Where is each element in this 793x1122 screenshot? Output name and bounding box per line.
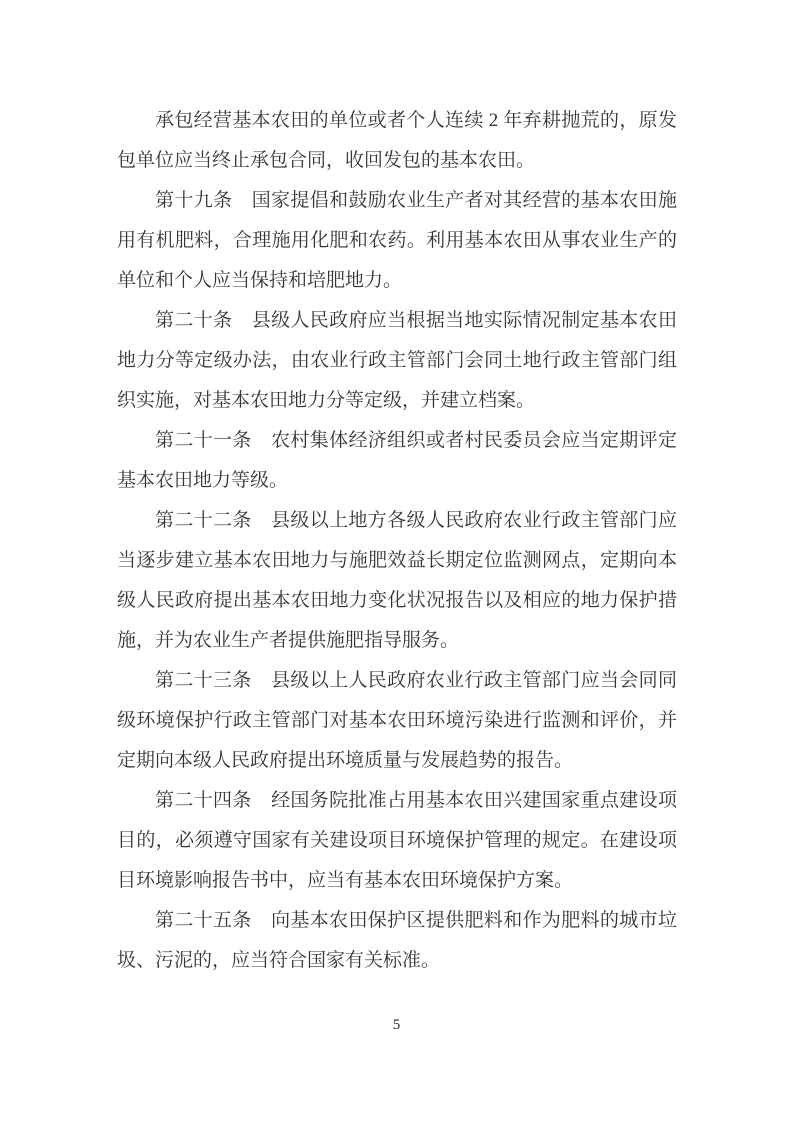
text-line: 圾、污泥的，应当符合国家有关标准。: [117, 950, 441, 971]
text-line: 级人民政府提出基本农田地力变化状况报告以及相应的地力保护措: [117, 590, 677, 611]
text-line: 级环境保护行政主管部门对基本农田环境污染进行监测和评价，并: [117, 710, 677, 731]
paragraph: [117, 101, 677, 181]
text-line: 第二十三条 县级以上人民政府农业行政主管部门应当会同同: [155, 670, 677, 691]
paragraph: [117, 901, 677, 981]
text-line: 第二十五条 向基本农田保护区提供肥料和作为肥料的城市垃: [155, 910, 677, 931]
paragraph: [117, 781, 677, 901]
paragraph: [117, 181, 677, 301]
text-line: 第二十二条 县级以上地方各级人民政府农业行政主管部门应: [155, 510, 677, 531]
text-line: 基本农田地力等级。: [117, 470, 289, 491]
text-line: 织实施，对基本农田地力分等定级，并建立档案。: [117, 390, 536, 411]
paragraph: [117, 501, 677, 661]
text-line: 地力分等定级办法，由农业行政主管部门会同土地行政主管部门组: [117, 350, 677, 371]
text-line: 当逐步建立基本农田地力与施肥效益长期定位监测网点，定期向本: [117, 550, 677, 571]
text-line: 定期向本级人民政府提出环境质量与发展趋势的报告。: [117, 750, 574, 771]
page-footer: [0, 1016, 793, 1034]
text-line: 用有机肥料，合理施用化肥和农药。利用基本农田从事农业生产的: [117, 230, 677, 251]
document-body: [117, 101, 677, 981]
text-line: 单位和个人应当保持和培肥地力。: [117, 270, 403, 291]
text-line: 第二十一条 农村集体经济组织或者村民委员会应当定期评定: [155, 430, 677, 451]
page-number: 5: [392, 1017, 401, 1033]
text-line: 施，并为农业生产者提供施肥指导服务。: [117, 630, 460, 651]
text-line: 包单位应当终止承包合同，收回发包的基本农田。: [117, 150, 536, 171]
text-line: 目的，必须遵守国家有关建设项目环境保护管理的规定。在建设项: [117, 830, 677, 851]
paragraph: [117, 421, 677, 501]
text-line: 第十九条 国家提倡和鼓励农业生产者对其经营的基本农田施: [155, 190, 677, 211]
text-line: 第二十四条 经国务院批准占用基本农田兴建国家重点建设项: [155, 790, 677, 811]
text-line: 第二十条 县级人民政府应当根据当地实际情况制定基本农田: [155, 310, 677, 331]
text-line: 目环境影响报告书中，应当有基本农田环境保护方案。: [117, 870, 574, 891]
text-line: 承包经营基本农田的单位或者个人连续 2 年弃耕抛荒的，原发: [155, 110, 677, 131]
paragraph: [117, 661, 677, 781]
paragraph: [117, 301, 677, 421]
